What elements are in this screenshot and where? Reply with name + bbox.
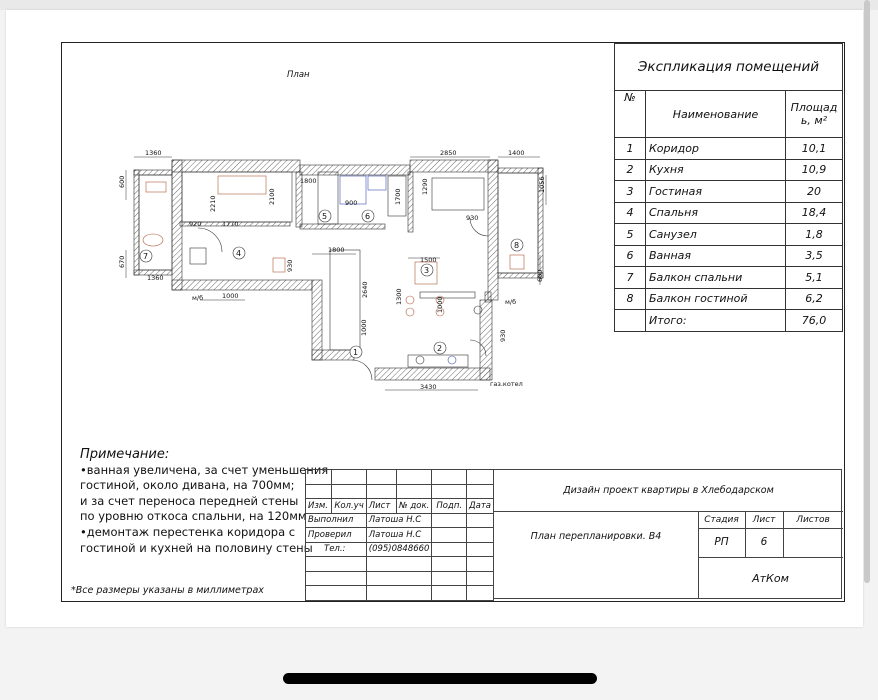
stamp-name: Латоша Н.С (366, 513, 432, 528)
dim-670: 670 (118, 255, 126, 268)
plan-title: План (287, 70, 310, 80)
wall-kitchen-bottom (375, 368, 490, 380)
table-row: 2 Кухня 10,9 (615, 159, 843, 181)
wall-balcony7-top (134, 170, 172, 175)
title-block (305, 469, 843, 600)
room-number-3: 3 (424, 266, 430, 275)
footnote: *Все размеры указаны в миллиметрах (71, 585, 264, 596)
wall-top-bedroom (172, 160, 300, 172)
stamp-signature-grid (305, 469, 494, 601)
dim-1360b: 1360 (147, 274, 164, 282)
dim-1400: 1400 (508, 149, 525, 157)
note-line: гостиной, около дивана, на 700мм; (80, 478, 295, 493)
stamp-name: Латоша Н.С (366, 528, 432, 543)
floor-plan (118, 145, 546, 400)
table-row: 4 Спальня 18,4 (615, 202, 843, 224)
room-number-7: 7 (143, 252, 149, 261)
dim-2210: 2210 (209, 195, 217, 212)
wall-balcony8-top (498, 168, 543, 173)
dim-2640: 2640 (361, 281, 369, 298)
dim-1056: 1056 (538, 176, 546, 193)
table-row-total: Итого: 76,0 (615, 310, 843, 332)
note-line: гостиной и кухней на половину стены (80, 540, 313, 555)
stamp-header: Лист (366, 499, 396, 514)
dim-1000a: 1000 (222, 292, 239, 300)
stage-value: РП (714, 536, 729, 548)
dim-900: 900 (345, 199, 358, 207)
stamp-header: Дата (466, 499, 493, 514)
note-line: •демонтаж перестенка коридора с (80, 524, 296, 539)
project-title: Дизайн проект квартиры в Хлебодарском (563, 485, 774, 496)
stage-label: Стадия (704, 515, 739, 525)
dim-1800a: 1800 (300, 177, 317, 185)
room-number-6: 6 (365, 212, 371, 221)
dim-1500: 1500 (420, 256, 437, 264)
header-name: Наименование (646, 91, 786, 138)
stamp-header: Изм. (306, 499, 332, 514)
dim-1300: 1300 (395, 288, 403, 305)
label-boiler: газ.котел (490, 380, 523, 388)
sheet-label: Лист (752, 515, 776, 525)
dim-2100: 2100 (268, 188, 276, 205)
label-mb1: м/б (192, 294, 204, 302)
wall-living-right (488, 160, 498, 300)
wall-top-living (410, 160, 498, 172)
room-number-4: 4 (236, 249, 242, 258)
stamp-role: Проверил (306, 528, 367, 543)
note-line: по уровню откоса спальни, на 120мм (80, 509, 307, 524)
scrollbar[interactable] (864, 0, 870, 583)
notes-block (80, 447, 328, 556)
room-number-5: 5 (322, 212, 328, 221)
wall-bedroom-bottom (172, 280, 312, 290)
dim-1000c: 1000 (436, 296, 444, 313)
table-row: 8 Балкон гостиной 6,2 (615, 288, 843, 310)
explication-title: Экспликация помещений (615, 44, 843, 91)
room-number-1: 1 (353, 348, 359, 357)
dim-930c: 930 (499, 329, 507, 342)
table-row: 6 Ванная 3,5 (615, 245, 843, 267)
table-row: 5 Санузел 1,8 (615, 224, 843, 246)
wall-stub (485, 292, 491, 302)
stamp-header: Кол.уч (332, 499, 366, 514)
dim-1360a: 1360 (145, 149, 162, 157)
dim-2850: 2850 (440, 149, 457, 157)
wall-corridor-bottom (312, 350, 354, 360)
room-number-8: 8 (514, 241, 520, 250)
table-row: 7 Балкон спальни 5,1 (615, 267, 843, 289)
wall-bath-bottom (300, 224, 385, 229)
company-name: АтКом (752, 572, 789, 585)
dim-930a: 930 (466, 214, 479, 222)
stamp-header: Подп. (432, 499, 467, 514)
browser-top-strip (0, 0, 878, 10)
stamp-role: Тел.: (306, 542, 367, 557)
sheets-label: Листов (796, 515, 830, 525)
stamp-header: № док. (396, 499, 432, 514)
dim-930b: 930 (286, 259, 294, 272)
dim-1800b: 1800 (328, 246, 345, 254)
note-line: и за счет переноса передней стены (80, 493, 299, 508)
header-num: № (615, 91, 646, 138)
room-number-2: 2 (437, 344, 443, 353)
note-line: •ванная увеличена, за счет уменьшения (80, 462, 329, 477)
dim-920: 920 (189, 220, 202, 228)
dim-1290: 1290 (421, 178, 429, 195)
dim-1700: 1700 (394, 188, 402, 205)
stamp-role: Выполнил (306, 513, 367, 528)
wall-corridor-left (312, 280, 322, 360)
table-row: 1 Коридор 10,1 (615, 138, 843, 160)
notes-title: Примечание: (80, 447, 170, 462)
explication-table (614, 43, 843, 332)
home-indicator[interactable] (283, 673, 597, 684)
stamp-name: (095)0848660 (366, 542, 432, 557)
dim-600b: 600 (536, 269, 544, 282)
wall-top-bath (300, 165, 410, 175)
label-mb2: м/б (505, 298, 517, 306)
dim-600: 600 (118, 175, 126, 188)
dim-3430: 3430 (420, 383, 437, 391)
sheet-value: 6 (760, 536, 768, 548)
wall-bath-right (408, 172, 413, 232)
dim-1770: 1770 (222, 220, 239, 228)
sheet-title: План перепланировки. В4 (530, 531, 662, 542)
table-row: 3 Гостиная 20 (615, 181, 843, 203)
header-area: Площад ь, м² (786, 91, 843, 138)
wall-balcony7-left (134, 170, 139, 275)
dim-1000b: 1000 (360, 319, 368, 336)
